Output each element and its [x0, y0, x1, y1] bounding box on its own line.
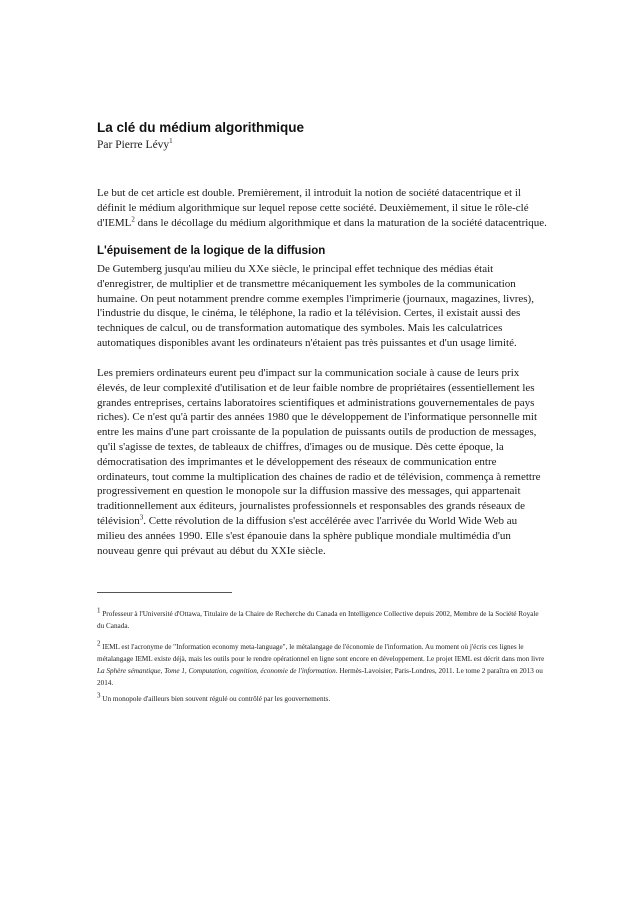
footnote-ref-1[interactable]: 1	[169, 137, 173, 146]
footnote-separator	[97, 592, 232, 593]
paragraph-2-part2: . Cette révolution de la diffusion s'est accélérée avec l'arrivée du World Wide Web au milieu des années 1990. Elle s'est épanouie dans la sphère publique mondiale multimédia d'un nouveau genre qui prévaut au début du XXIe siècle.	[97, 514, 518, 557]
author-byline	[97, 139, 173, 151]
footnote-2-text-before: IEML est l'acronyme de "Information economy meta-language", le métalangage de l'économie de l'information. Au moment où j'écris ces lignes le métalangage IEML existe déjà, mais les outils pour le rendre opérationnel en ligne sont encore en développement. Le projet IEML est décrit dans mon livre	[97, 643, 545, 663]
intro-text-part2: dans le décollage du médium algorithmique et dans la maturation de la société datacentrique.	[134, 216, 547, 229]
footnote-mark-2: 2	[97, 639, 101, 648]
footnote-2	[97, 641, 547, 689]
intro-text-part1: Le but de cet article est double. Premièrement, il introduit la notion de société datacentrique et il définit le médium algorithmique sur lequel repose cette société. Deuxièmement, il situe le rôle-clé d'IEML	[97, 187, 529, 229]
footnote-2-book-title: La Sphère sémantique, Tome 1, Computation, cognition, économie de l'information	[97, 667, 336, 675]
author-name: Par Pierre Lévy	[97, 139, 170, 151]
footnote-3-text: Un monopole d'ailleurs bien souvent régulé ou contrôlé par les gouvernements.	[102, 695, 331, 703]
paragraph-1: De Gutemberg jusqu'au milieu du XXe siècle, le principal effet technique des médias était d'enregistrer, de multiplier et de transmettre mécaniquement les symboles de la communication humaine. On peut notamment prendre comme exemples l'imprimerie (journaux, magazines, livres), l'industrie du disque, le cinéma, le téléphone, la radio et la télévision. Certes, il existait aussi des techniques de calcul, ou de transformation automatique des symboles. Mais les calculatrices automatiques disponibles avant les ordinateurs n'étaient pas très puissantes et d'un usage limité.	[97, 263, 534, 349]
article-title: La clé du médium algorithmique	[97, 120, 305, 135]
footnote-mark-3: 3	[97, 691, 101, 700]
section-heading: L'épuisement de la logique de la diffusion	[97, 245, 326, 257]
footnote-2-text-after: . Hermès-Lavoisier, Paris-Londres, 2011. Le tome 2 paraîtra en 2013 ou 2014.	[97, 667, 543, 687]
footnote-1	[97, 608, 547, 632]
paragraph-2-part1: Les premiers ordinateurs eurent peu d'impact sur la communication sociale à cause de leurs prix élevés, de leur complexité d'utilisation et de leur faible nombre de propriétaires (essentiellement les grandes entreprises, certains laboratoires scientifiques et administrations gouvernementales de pays riches). Ce n'est qu'à partir des années 1980 que le développement de l'informatique personnelle mit entre les mains d'une part croissante de la population de puissants outils de production de messages, qu'il s'agisse de textes, de tableaux de chiffres, d'images ou de musique. Dès cette époque, la démocratisation des imprimantes et le développement des réseaux de communication entre ordinateurs, tout comme la multiplication des chaines de radio et de télévision, commença à remettre progressivement en question le monopole sur la diffusion massive des messages, qui appartenait traditionnellement aux éditeurs, journalistes professionnels et responsables des grands réseaux de télévision	[97, 367, 541, 527]
footnote-mark-1: 1	[97, 606, 101, 615]
footnote-1-text: Professeur à l'Université d'Ottawa, Titulaire de la Chaire de Recherche du Canada en Intelligence Collective depuis 2002, Membre de la Société Royale du Canada.	[97, 610, 539, 630]
footnote-ref-2[interactable]: 2	[131, 214, 135, 223]
paragraph-2	[97, 366, 547, 558]
footnote-ref-3[interactable]: 3	[139, 513, 144, 522]
footnote-3	[97, 693, 547, 705]
intro-paragraph	[97, 186, 547, 230]
